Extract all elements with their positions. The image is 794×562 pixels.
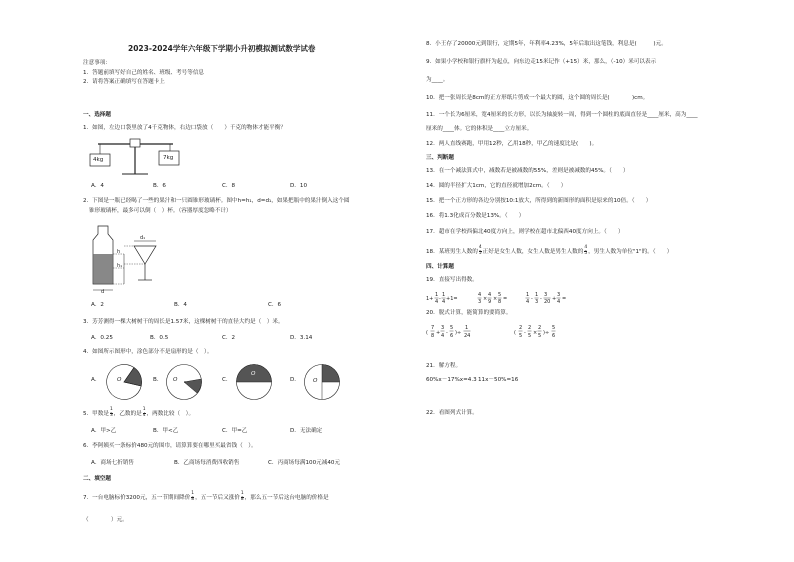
- svg-text:4: 4: [526, 299, 530, 305]
- svg-text:20: 20: [544, 299, 551, 305]
- figure-b-center-label: O: [173, 377, 178, 383]
- svg-text:(: (: [514, 330, 516, 336]
- q1-option-a: A．4: [91, 183, 104, 189]
- q2-option-b: B．4: [174, 302, 187, 308]
- question-19: 19．直接写出得数。: [426, 277, 478, 283]
- bottle-and-cone-illustration: [86, 224, 176, 298]
- q3-option-d: D．3.14: [290, 335, 313, 341]
- question-9-line-1: 9．如果小学校和银行旗杆为起点，向东边走15米记作（+15）米，那么，（-10）米可以表示: [426, 59, 657, 65]
- svg-text:1: 1: [535, 292, 539, 298]
- question-10: 10．把一张周长是8cm的正方形纸片剪成一个最大的圆，这个圆的周长是( )cm。: [426, 95, 649, 101]
- svg-text:4: 4: [442, 299, 446, 305]
- q21-equation-2: 11x－50%=16: [478, 377, 519, 383]
- q6-option-b: B．乙商场每消费四收销售: [174, 460, 240, 466]
- svg-text:+: +: [552, 296, 557, 302]
- section-heading-judge: 三、判断题: [426, 155, 454, 161]
- q3-option-a: A．0.25: [91, 335, 113, 341]
- figure-c-center-label: O: [251, 371, 256, 377]
- svg-text:9: 9: [488, 299, 492, 305]
- svg-text:1+: 1+: [426, 296, 434, 302]
- notice-item-1: 1．答题前填写好自己的姓名、班级、考号等信息: [83, 70, 205, 76]
- notice-heading: 注意事项：: [83, 60, 111, 66]
- svg-text:×: ×: [483, 296, 488, 302]
- svg-text:8: 8: [498, 299, 502, 305]
- q5-option-c: C．甲=乙: [222, 428, 248, 434]
- q5-option-b: B．甲<乙: [153, 428, 179, 434]
- section-heading-choice: 一、选择题: [83, 112, 111, 118]
- label-d: d: [101, 289, 105, 295]
- svg-text:8: 8: [431, 333, 435, 339]
- question-11-line-1: 11．一个长为6厘米，宽4厘米的长方形，以长为轴旋转一周，得到一个圆柱的底面直径是____厘米，高为____: [426, 112, 698, 118]
- section-heading-fill: 二、填空题: [83, 476, 111, 482]
- q2-option-c: C．6: [268, 302, 282, 308]
- question-3: 3．芳芳测得一棵大树树干的周长是1.57米，这棵树树干的直径大约是（ ）米。: [83, 319, 284, 325]
- svg-text:-: -: [524, 330, 526, 336]
- figure-d-quarter: [302, 362, 342, 402]
- svg-text:5: 5: [528, 333, 532, 339]
- q3-option-c: C．2: [222, 335, 236, 341]
- svg-text:4: 4: [435, 299, 439, 305]
- svg-text:6: 6: [552, 333, 556, 339]
- figure-b-segment: [164, 362, 204, 402]
- svg-text:=: =: [562, 296, 567, 302]
- svg-text:)÷: )÷: [543, 330, 550, 336]
- q3-option-b: B．0.5: [150, 335, 169, 341]
- svg-text:2: 2: [538, 325, 542, 331]
- svg-text:1: 1: [442, 292, 446, 298]
- page-title: 2023-2024学年六年级下学期小升初模拟测试数学试卷: [128, 44, 316, 53]
- svg-text:1: 1: [465, 325, 469, 331]
- notice-item-2: 2．请将答案正确填写在答题卡上: [83, 79, 165, 85]
- q1-option-b: B．6: [153, 183, 166, 189]
- question-1: 1．如图，左边口袋里放了4千克物体，右边口袋放（ ）千克的物体才能平衡？: [83, 125, 286, 131]
- q1-option-c: C．8: [222, 183, 236, 189]
- svg-text:1: 1: [526, 292, 530, 298]
- svg-text:2: 2: [519, 325, 523, 331]
- svg-text:3: 3: [544, 292, 548, 298]
- svg-text:5: 5: [519, 333, 523, 339]
- svg-text:×: ×: [533, 330, 538, 336]
- label-h: h: [117, 249, 121, 255]
- svg-text:5: 5: [450, 325, 454, 331]
- question-17: 17．超市在学校西偏北40度方向上，则学校在超市北偏西40度方向上。（ ）: [426, 229, 624, 235]
- svg-text:(: (: [426, 330, 428, 336]
- question-6: 6．李阿姨买一条标价480元的围巾，请算算要在哪里买最省钱（ ）。: [83, 443, 257, 449]
- question-4: 4．如图所示图形中，涂色部分不是扇形的是（ ）。: [83, 349, 213, 355]
- svg-text:-: -: [439, 296, 441, 302]
- q1-option-d: D．10: [290, 183, 308, 189]
- svg-text:4: 4: [478, 292, 482, 298]
- svg-text:)÷: )÷: [455, 330, 462, 336]
- svg-text:3: 3: [535, 299, 539, 305]
- q4-option-b: B．: [153, 377, 163, 383]
- q4-option-a: A．: [91, 377, 101, 383]
- q4-option-c: C．: [222, 377, 232, 383]
- question-20: 20．脱式计算，能简算的要简算。: [426, 310, 512, 316]
- svg-text:-: -: [531, 296, 533, 302]
- question-8: 8．小王存了20000元到银行，定期5年，年利率4.23%，5年后取出这笔钱，利息是( )元。: [426, 41, 667, 47]
- question-7: 7．一台电脑标价3200元，五一节期间降价 $\frac{1}{8}$ ，五一节后又涨价 $\frac{1}{8}$ ，那么五一节后这台电脑的价格是: [83, 491, 329, 502]
- svg-text:+: +: [436, 330, 441, 336]
- q5-option-a: A．甲>乙: [91, 428, 117, 434]
- svg-text:4: 4: [488, 292, 492, 298]
- svg-text:7: 7: [431, 325, 435, 331]
- question-2-line-1: 2．下图是一瓶已经喝了一些的果汁和一只圆锥形玻璃杯。图中h=h₁，d=d₁，如果把瓶中的果汁倒入这个圆: [83, 198, 350, 204]
- question-2-line-2: 锥形玻璃杯，最多可以倒（ ）杯。（容器厚度忽略不计）: [89, 208, 232, 214]
- svg-text:1: 1: [435, 292, 439, 298]
- question-11-line-2: 厘米的____体。它的体积是____立方厘米。: [426, 126, 533, 132]
- right-weight-label: 7kg: [163, 155, 174, 161]
- svg-text:2: 2: [528, 325, 532, 331]
- question-22: 22．看图列式计算。: [426, 410, 478, 416]
- question-18: 18．某班男生人数的 $\frac{4}{5}$ 正好是女生人数，女生人数是男生人数的 $\frac{4}{5}$ ，男生人数为单位"1"的。（ ）: [426, 245, 673, 256]
- q4-option-d: D．: [290, 377, 300, 383]
- question-5: 5．甲数是 $\frac{1}{3}$ ，乙数的是 $\frac{1}{4}$ ，两数比较（ ）。: [83, 407, 195, 418]
- question-16: 16．将1.3化成百分数是13%。（ ）: [426, 213, 525, 219]
- svg-text:5: 5: [498, 292, 502, 298]
- label-d1: d₁: [140, 235, 146, 241]
- svg-text:6: 6: [450, 333, 454, 339]
- svg-text:×: ×: [493, 296, 498, 302]
- figure-a-sector: [104, 362, 144, 402]
- q5-option-d: D．无法确定: [290, 428, 323, 434]
- svg-text:5: 5: [538, 333, 542, 339]
- question-7-line-2: （ ）元。: [83, 517, 128, 523]
- question-9-line-2: 为____。: [426, 77, 449, 83]
- section-heading-calc: 四、计算题: [426, 264, 454, 270]
- question-21: 21．解方程。: [426, 363, 462, 369]
- svg-text:=: =: [503, 296, 508, 302]
- svg-text:3: 3: [478, 299, 482, 305]
- svg-text:4: 4: [441, 333, 445, 339]
- q19-expressions: [426, 289, 586, 309]
- svg-text:-: -: [446, 330, 448, 336]
- svg-text:3: 3: [557, 292, 561, 298]
- svg-text:24: 24: [464, 333, 471, 339]
- svg-text:3: 3: [441, 325, 445, 331]
- svg-text:+1=: +1=: [446, 296, 458, 302]
- q6-option-a: A．商场七折销售: [91, 460, 134, 466]
- q6-option-c: C．丙商场每满100元减40元: [268, 460, 341, 466]
- q20-expressions: [426, 322, 606, 344]
- q2-option-a: A．2: [91, 302, 104, 308]
- svg-text:4: 4: [557, 299, 561, 305]
- figure-a-center-label: O: [117, 377, 122, 383]
- left-weight-label: 4kg: [93, 157, 104, 163]
- figure-d-center-label: O: [313, 378, 318, 384]
- svg-text:5: 5: [552, 325, 556, 331]
- question-14: 14．圆的半径扩大1cm，它的直径就增加2cm。（ ）: [426, 183, 567, 189]
- q21-equation-1: 60%x－17%x=4.3: [426, 377, 477, 383]
- label-h1: h₁: [117, 263, 123, 269]
- svg-text:-: -: [540, 296, 542, 302]
- question-13: 13．在一个减法算式中，减数若是被减数的55%，差则是被减数的45%。（ ）: [426, 168, 629, 174]
- question-15: 15．把一个正方形的各边分别按10:1放大，所得到的新图形的面积是原来的10倍。（ ）: [426, 198, 652, 204]
- question-12: 12．两人直线赛跑，甲用12秒，乙用18秒，甲乙的速度比是( )。: [426, 141, 598, 147]
- figure-c-semicircle: [234, 362, 274, 402]
